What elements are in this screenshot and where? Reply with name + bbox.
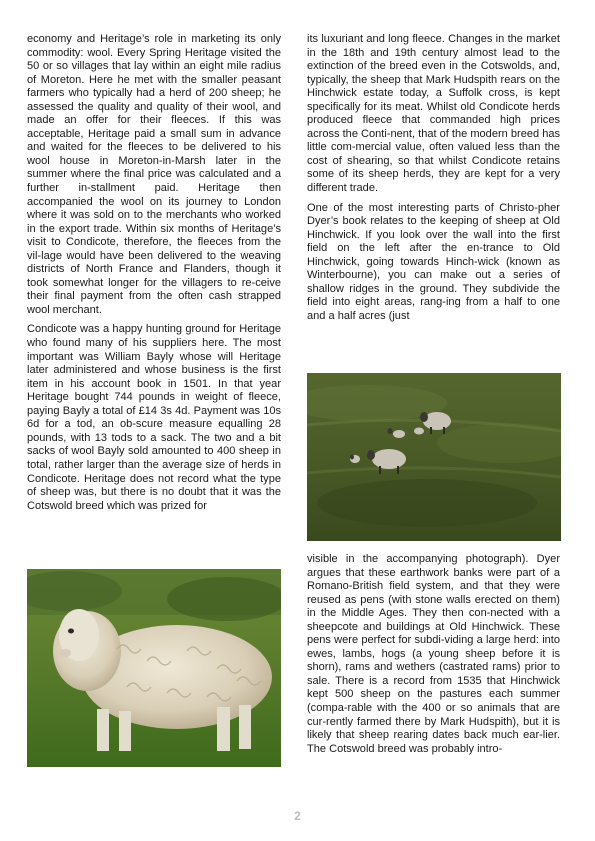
right-column-continuation: [307, 553, 560, 762]
left-column: [27, 33, 281, 519]
photo-sheep-in-field: [307, 373, 561, 541]
paragraph: its luxuriant and long fleece. Changes in the market in the 18th and 19th century almost lead to the extinction of the breed even in the Cotswolds, and, typically, the sheep that Mark Hudspith rears on the Hinchwick estate today, a Suffolk cross, is kept specifically for its meat. Whilst old Condicote herds produced fleece that commanded high prices across the Conti-nent, that of the modern breed has little com-mercial value, often valued less than the cost of shearing, so that whilst Condicote retains some of its sheep herds, they are kept for a very different trade.: [307, 33, 560, 195]
paragraph: Condicote was a happy hunting ground for Heritage who found many of his suppliers here. The most important was William Bayly whose will Heritage later administered and whose business is the first item in his account book in 1501. In that year Heritage bought 744 pounds in weight of fleece, paying Bayly a total of £14 3s 4d. Payment was 10s 6d for a tod, an ob-scure measure equalling 28 pounds, with 13 tods to a sack. The two and a bit sacks of wool Bayly sold amounted to 400 sheep in total, rather larger than the average size of herds in Condicote. Heritage does not record what the type of sheep was, but there is no doubt that it was the Cotswold breed which was prized for: [27, 323, 281, 512]
photo-cotswold-sheep: [27, 569, 281, 767]
paragraph: economy and Heritage’s role in marketing its only commodity: wool. Every Spring Heritage visited the 50 or so villages that lay within an eight mile radius of Moreton. Here he met with the smaller peasant farmers who typically had a herd of 200 sheep; he assessed the quality and quality of their wool, and made an offer for their fleeces. If this was acceptable, Heritage paid a small sum in advance and waited for the fleeces to be delivered to his wool house in Moreton-in-Marsh later in the summer where the final price was calculated and a further in-stallment paid. Heritage then accompanied the wool on its journey to London where it was sold on to the merchants who worked in the export trade. Within six months of Heritage’s visit to Condicote, therefore, the fleeces from the vil-lage would have been delivered to the weaving districts of North France and Flanders, though it took somewhat longer for the villagers to re-ceive their final payment from the often cash strapped wool merchant.: [27, 33, 281, 316]
paragraph: One of the most interesting parts of Christo-pher Dyer’s book relates to the keeping of sheep at Old Hinchwick. If you look over the wall into the first field on the left after the en-trance to Old Hinchwick, going towards Hinch-wick (known as Winterbourne), you can make out a series of shallow ridges in the ground. They subdivide the field into eight areas, rang-ing from a half to one and a half acres (just: [307, 201, 560, 322]
right-column: [307, 33, 560, 329]
paragraph: visible in the accompanying photograph). Dyer argues that these earthwork banks were part of a Romano-British field system, and that they were reused as pens (with stone walls erected on them) in the Middle Ages. They then con-nected with a sheepcote and buildings at Old Hinchwick. These pens were perfect for subdi-viding a large herd: into ewes, lambs, hogs (a young sheep before it is shorn), rams and wethers (castrated rams) prior to sale. There is a record from 1535 that Hinchwick kept 500 sheep on the pastures each summer (compa-rable with the 400 or so animals that are cur-rently farmed there by Mark Hudspith), but it is likely that sheep rearing dates back much ear-lier. The Cotswold breed was probably intro-: [307, 553, 560, 755]
page-number: 2: [294, 809, 301, 823]
